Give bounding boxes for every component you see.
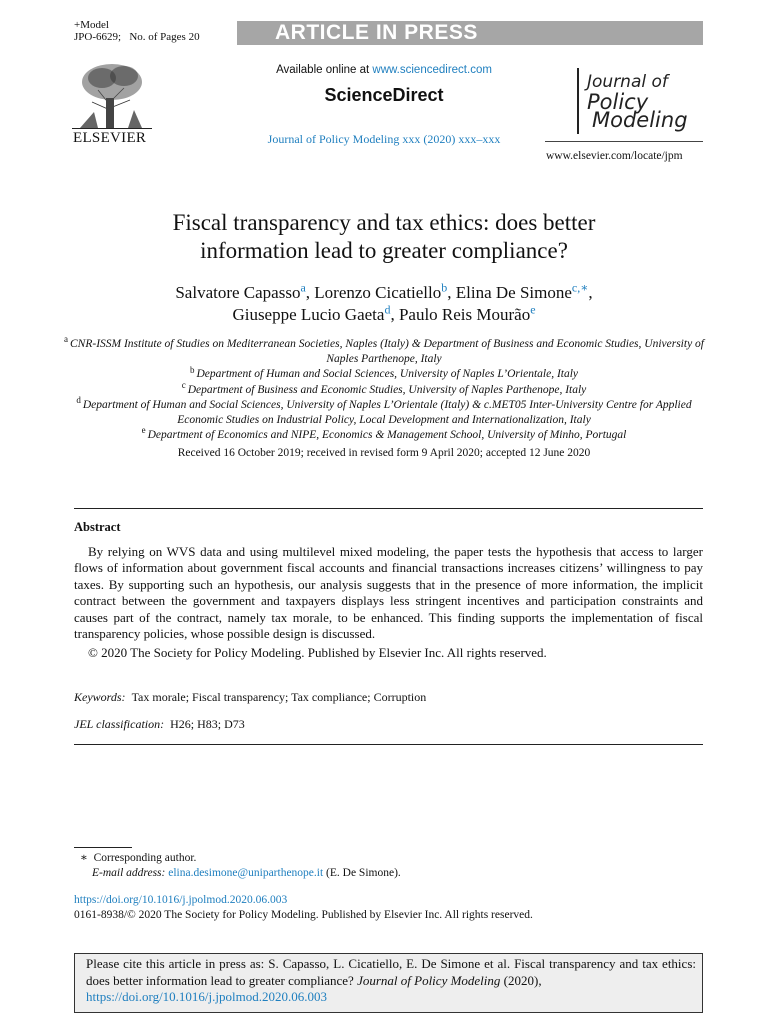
sciencedirect-link[interactable]: www.sciencedirect.com xyxy=(372,64,492,76)
affiliation-mark[interactable]: b xyxy=(441,280,448,295)
journal-citation-line[interactable]: Journal of Policy Modeling xxx (2020) xxx–xxx xyxy=(267,132,501,146)
author-list: Salvatore Capasso$^a$, Lorenzo Cicatiello$^b$, Elina De Simone$^{c,∗}$, Giuseppe Lucio Gaeta$^d$, Paulo Reis Mourão$^e$ xyxy=(175,280,593,324)
journal-homepage-link[interactable]: www.elsevier.com/locate/jpm xyxy=(546,150,683,162)
author-name[interactable]: Giuseppe Lucio Gaeta xyxy=(232,305,385,324)
article-in-press-label: ARTICLE IN PRESS xyxy=(275,21,478,44)
affiliation-item: $^e$ Department of Economics and NIPE, Economics & Management School, University of Minho, Portugal xyxy=(141,425,627,442)
issn-line: 0161-8938/© 2020 The Society for Policy Modeling. Published by Elsevier Inc. All rights reserved. xyxy=(74,909,533,921)
footnote-rule xyxy=(74,847,132,848)
author-name[interactable]: Salvatore Capasso xyxy=(175,283,301,302)
affiliation-item: $^c$ Department of Business and Economic Studies, University of Naples Parthenope, Italy xyxy=(181,379,587,396)
article-title: Fiscal transparency and tax ethics: does better information lead to greater compliance? xyxy=(172,210,596,263)
doi-link[interactable]: https://doi.org/10.1016/j.jpolmod.2020.06.003 xyxy=(74,894,288,906)
model-tag: +Model xyxy=(74,19,109,31)
email-link[interactable]: elina.desimone@uniparthenope.it xyxy=(168,867,324,879)
affiliations xyxy=(60,334,708,443)
citation-text: Please cite this article in press as: S. Capasso, L. Cicatiello, E. De Simone et al. Fiscal transparency and tax ethics: does better information lead to greater compliance? Journal of Policy Modeling (2020), https://doi.org/10.1016/j.jpolmod.2020.06.003 xyxy=(86,956,696,1004)
article-meta xyxy=(74,19,200,43)
article-id: JPO-6629; xyxy=(74,31,122,43)
abstract-heading: Abstract xyxy=(74,520,121,534)
abstract-bottom-rule xyxy=(74,744,703,745)
affiliation-item: $^a$ CNR-ISSM Institute of Studies on Mediterranean Societies, Naples (Italy) & Department of Business and Economic Studies, University of Naples Parthenope, Italy xyxy=(64,334,704,366)
received-dates: Received 16 October 2019; received in revised form 9 April 2020; accepted 12 June 2020 xyxy=(177,447,591,459)
affiliation-item: $^b$ Department of Human and Social Sciences, University of Naples L’Orientale, Italy xyxy=(189,364,579,381)
abstract-copyright: © 2020 The Society for Policy Modeling. Published by Elsevier Inc. All rights reserved. xyxy=(88,645,547,660)
author-name[interactable]: Lorenzo Cicatiello xyxy=(314,283,442,302)
author-name[interactable]: Elina De Simone xyxy=(455,283,572,302)
affiliation-mark[interactable]: e xyxy=(530,302,536,317)
abstract-text: By relying on WVS data and using multilevel mixed modeling, the paper tests the hypothesis that access to larger flows of information about government fiscal accounts and financial transactions increases citizens’ willingness to pay taxes. By supporting such an hypothesis, our analysis suggests that in the presence of more information, the implicit contract between the government and taxpayers displays less stringent incentives and participation constraints and causes part of the contract, namely tax morale, to be enhanced. This finding supports the implementation of fiscal transparency policies, whose possible design is discussed. xyxy=(74,544,703,642)
available-online: Available online at www.sciencedirect.com xyxy=(276,64,492,76)
corresponding-author-note: ∗ Corresponding author. xyxy=(80,852,197,864)
affiliation-mark[interactable]: a xyxy=(300,280,306,295)
sciencedirect-logo: ScienceDirect xyxy=(324,85,444,105)
affiliation-item: $^d$ Department of Human and Social Sciences, University of Naples L’Orientale (Italy) & c.MET05 Inter-University Centre for Applied Economic Studies on Industrial Policy, Local Development and Internationalization, Italy xyxy=(76,394,692,427)
author-name[interactable]: Paulo Reis Mourão xyxy=(398,305,531,324)
citation-doi-link[interactable]: https://doi.org/10.1016/j.jpolmod.2020.06.003 xyxy=(86,989,327,1004)
abstract-top-rule xyxy=(74,508,703,509)
affiliation-mark[interactable]: c,∗ xyxy=(571,280,589,295)
jel-classification: JEL classification: H26; H83; D73 xyxy=(74,717,245,731)
journal-logo-divider xyxy=(545,141,703,142)
email-note: E-mail address: elina.desimone@uniparthenope.it (E. De Simone). xyxy=(92,867,401,879)
page-count: No. of Pages 20 xyxy=(129,31,200,43)
affiliation-mark[interactable]: d xyxy=(384,302,391,317)
elsevier-wordmark: ELSEVIER xyxy=(73,130,147,146)
keywords: Keywords: Tax morale; Fiscal transparency; Tax compliance; Corruption xyxy=(74,690,427,704)
journal-logo: Journal of Policy Modeling xyxy=(587,72,688,132)
